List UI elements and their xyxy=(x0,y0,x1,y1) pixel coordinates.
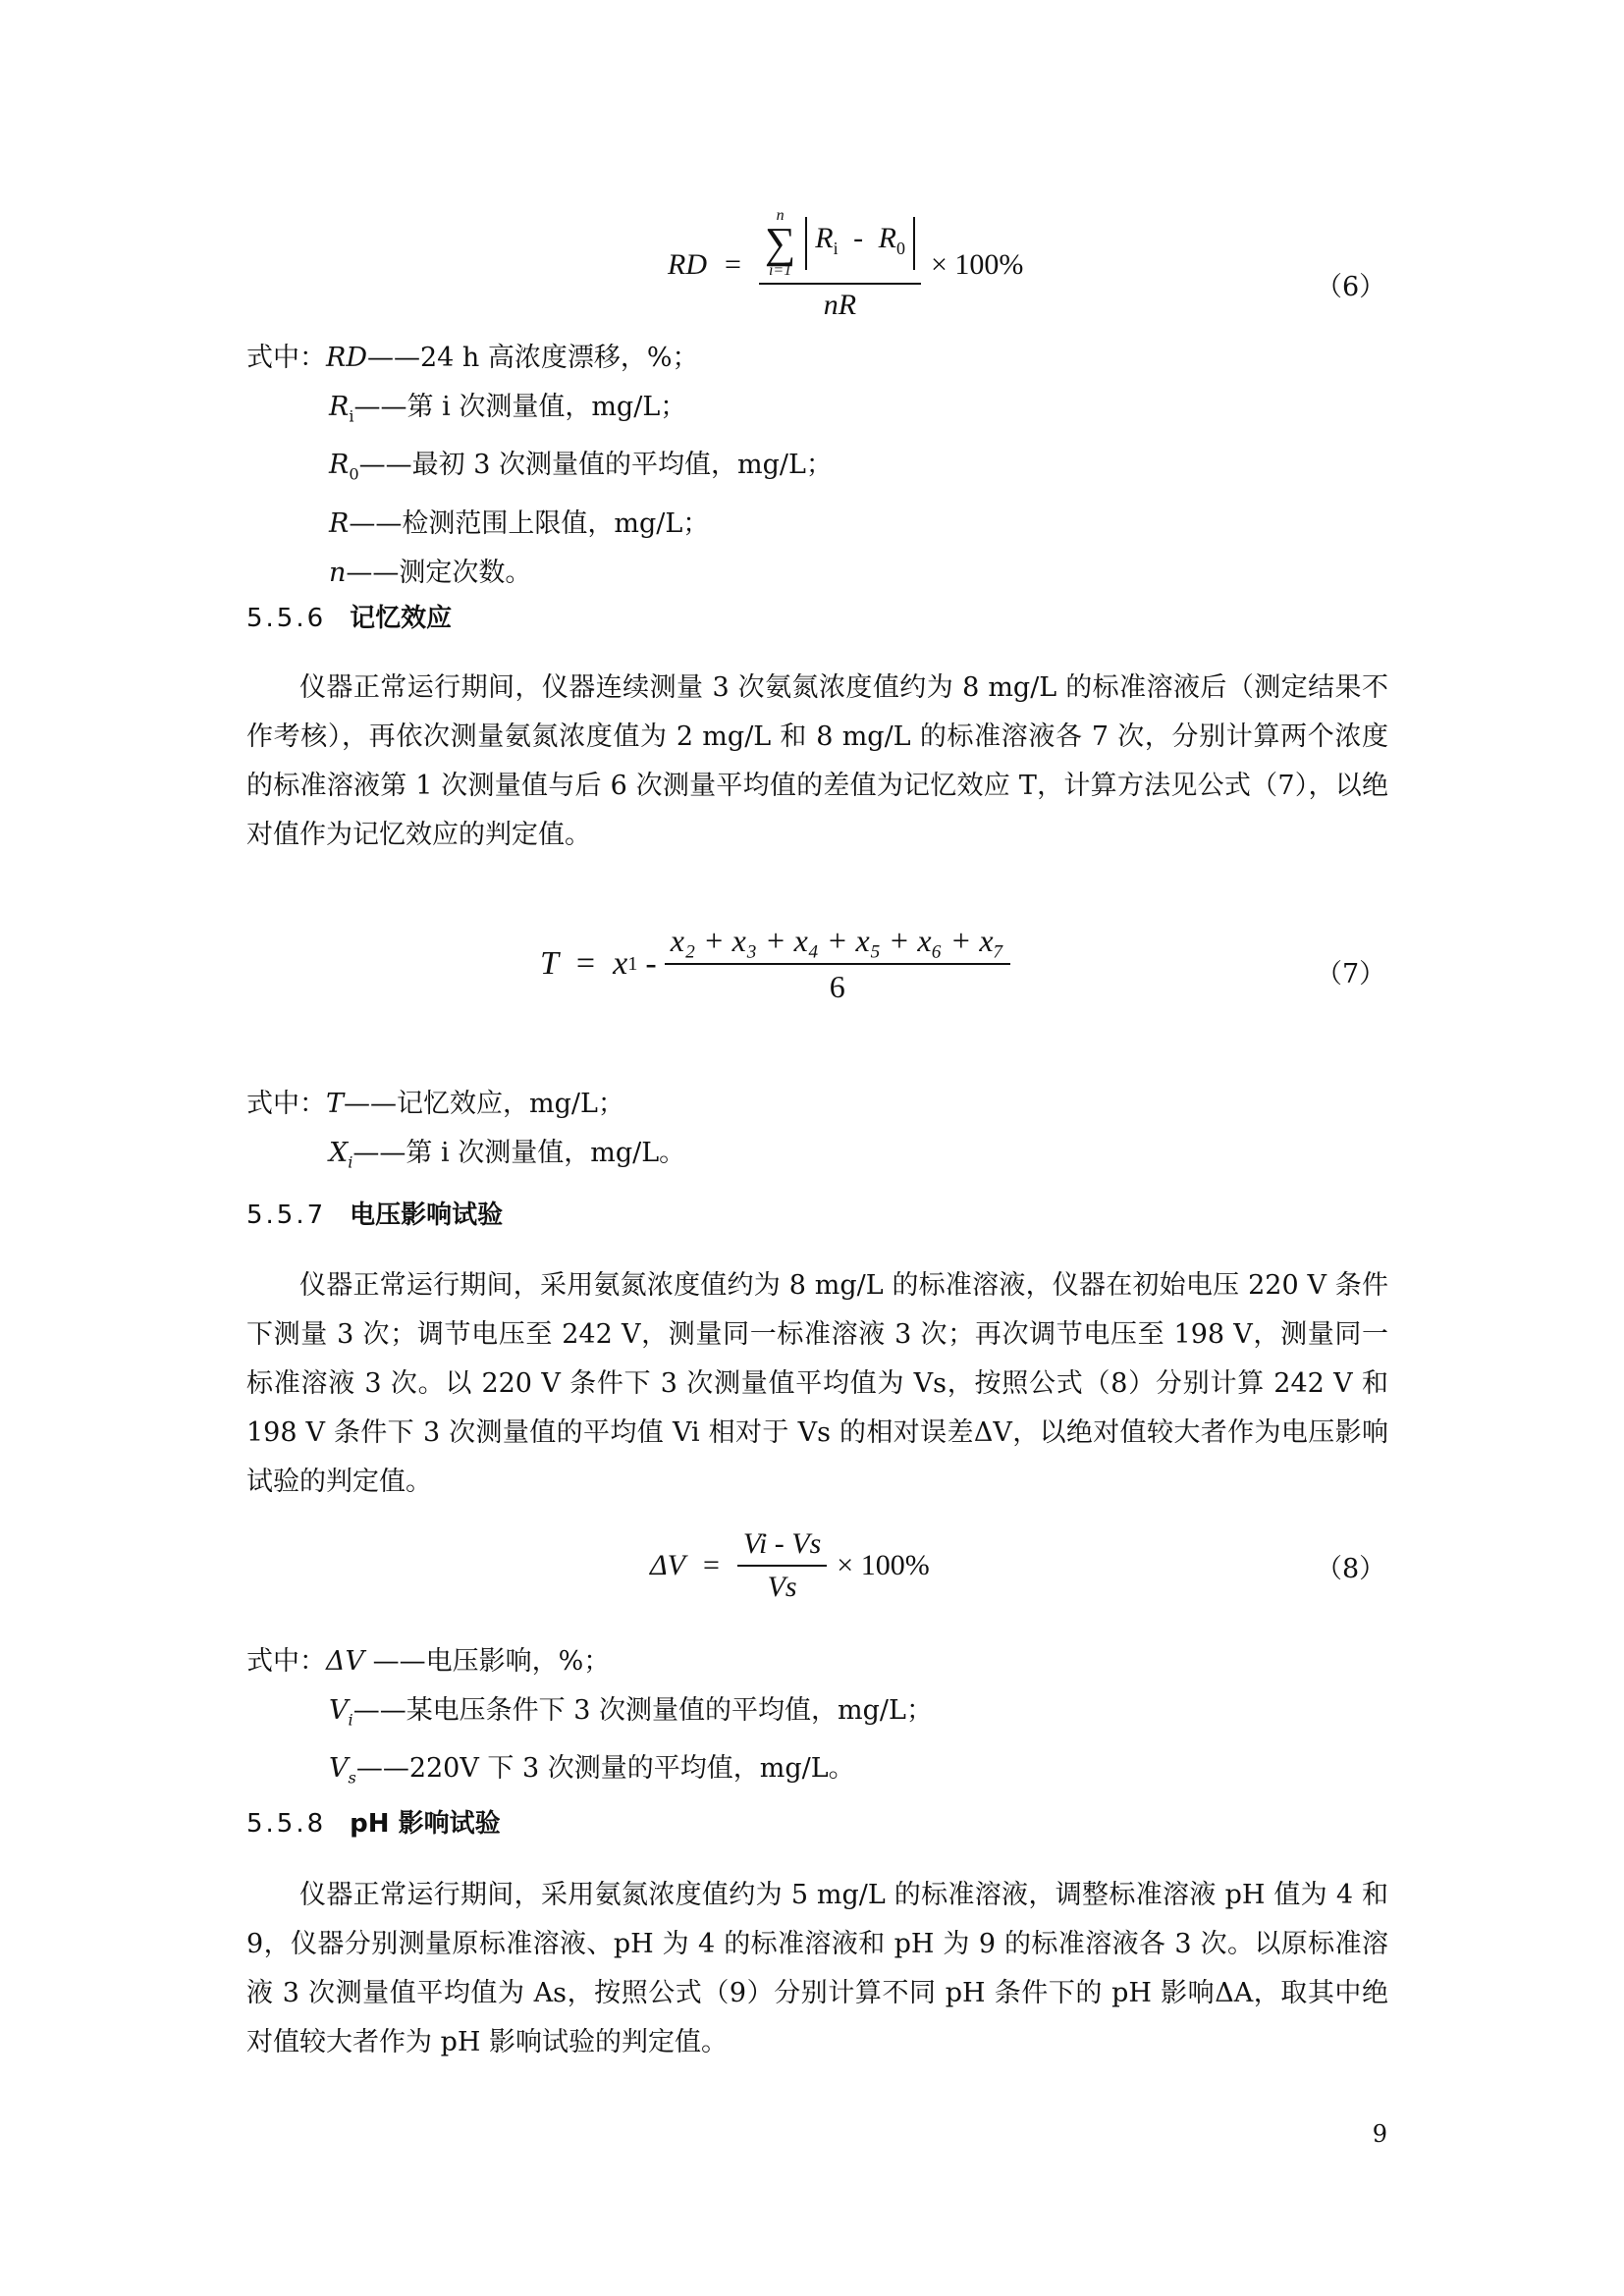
section-title: 记忆效应 xyxy=(350,604,453,633)
section-heading-5-5-7 xyxy=(246,1196,503,1235)
formula-8 xyxy=(650,1527,930,1604)
formula-6-minus: - xyxy=(853,222,864,254)
legend-6-desc-1: ——第 i 次测量值，mg/L； xyxy=(353,392,687,422)
summation-symbol: ∑ xyxy=(764,219,796,267)
legend-8-sym-2: V xyxy=(329,1753,349,1785)
formula-6 xyxy=(668,208,1023,322)
legend-6-sym-2: R xyxy=(329,450,350,481)
section-5-5-6-body: 仪器正常运行期间，仪器连续测量 3 次氨氮浓度值约为 8 mg/L 的标准溶液后（测定结果不作考核），再依次测量氨氮浓度值为 2 mg/L 和 8 mg/L 的标准溶液各 7 次，分别计算两个浓度的标准溶液第 1 次测量值与后 6 次测量平均值的差值为记忆效应 T，计算方法见公式（7），以绝对值作为记忆效应的判定值。 xyxy=(246,672,1388,850)
legend-8-sym-1: V xyxy=(329,1695,349,1726)
legend-6 xyxy=(246,334,1385,598)
legend-6-sym-0: RD xyxy=(326,343,367,373)
legend-7-desc-1: ——第 i 次测量值，mg/L。 xyxy=(352,1138,686,1168)
legend-6-sym-3: R xyxy=(329,507,350,539)
legend-6-desc-0: ——24 h 高浓度漂移，%； xyxy=(366,343,699,373)
formula-8-equals: = xyxy=(702,1549,720,1581)
legend-6-desc-4: ——测定次数。 xyxy=(346,557,532,588)
legend-6-lead: 式中： xyxy=(246,343,326,373)
formula-6-r0: R xyxy=(878,222,896,254)
legend-8-sym-0: ΔV xyxy=(326,1646,364,1677)
legend-7-sub-1: i xyxy=(348,1152,353,1172)
formula-6-times: × 100% xyxy=(930,248,1024,281)
section-5-5-8-body: 仪器正常运行期间，采用氨氮浓度值约为 5 mg/L 的标准溶液，调整标准溶液 pH 值为 4 和 9，仪器分别测量原标准溶液、pH 为 4 的标准溶液和 pH 为 9 的标准溶液各 3 次。以原标准溶液 3 次测量值平均值为 As，按照公式（9）分别计算不同 pH 条件下的 pH 影响ΔA，取其中绝对值较大者作为 pH 影响试验的判定值。 xyxy=(246,1880,1388,2057)
formula-6-r0-sub: 0 xyxy=(895,239,905,258)
section-title: 电压影响试验 xyxy=(350,1201,504,1230)
formula-7-numerator: x₂ + x₃ + x₄ + x₅ + x₆ + x₇ xyxy=(670,923,1004,958)
formula-7-denominator: 6 xyxy=(829,969,845,1004)
page-number: 9 xyxy=(1372,2120,1387,2148)
section-number: 5.5.8 xyxy=(246,1809,327,1839)
section-number: 5.5.7 xyxy=(246,1201,327,1230)
formula-7-x1-sub: 1 xyxy=(627,952,638,975)
legend-7 xyxy=(246,1080,1385,1187)
formula-7-minus: - xyxy=(645,945,657,982)
sum-lower-limit: i=1 xyxy=(768,262,792,279)
legend-6-desc-2: ——最初 3 次测量值的平均值，mg/L； xyxy=(358,450,833,481)
equation-number-8: （8） xyxy=(1316,1554,1386,1584)
section-number: 5.5.6 xyxy=(246,604,327,633)
formula-6-denominator: nR xyxy=(823,289,857,321)
equation-number-7: （7） xyxy=(1316,959,1386,989)
formula-6-lhs: RD xyxy=(668,248,707,281)
legend-6-sym-4: n xyxy=(329,557,347,588)
legend-7-sym-1: X xyxy=(329,1138,349,1168)
legend-8 xyxy=(246,1637,1385,1803)
sum-upper-limit: n xyxy=(776,207,785,224)
legend-8-sub-2: s xyxy=(348,1768,356,1788)
formula-6-equals: = xyxy=(725,248,741,281)
equation-number-6: （6） xyxy=(1316,272,1386,302)
formula-6-r: R xyxy=(815,222,834,254)
formula-8-numerator: Vi - Vs xyxy=(742,1527,822,1560)
legend-8-desc-2: ——220V 下 3 次测量的平均值，mg/L。 xyxy=(355,1753,855,1785)
legend-6-sub-2: 0 xyxy=(349,464,359,484)
legend-8-sub-1: i xyxy=(348,1710,353,1730)
legend-6-desc-3: ——检测范围上限值，mg/L； xyxy=(349,507,710,539)
formula-6-ri: i xyxy=(833,239,839,258)
formula-7-equals: = xyxy=(575,945,596,982)
legend-7-sym-0: T xyxy=(326,1089,345,1119)
legend-7-desc-0: ——记忆效应，mg/L； xyxy=(344,1089,624,1119)
formula-6-fraction xyxy=(759,208,921,322)
formula-8-lhs: ΔV xyxy=(650,1549,685,1581)
formula-8-fraction xyxy=(737,1527,827,1604)
legend-6-sym-1: R xyxy=(329,392,350,422)
legend-7-lead: 式中： xyxy=(246,1089,326,1119)
formula-7 xyxy=(540,923,1010,1005)
section-heading-5-5-8 xyxy=(246,1804,501,1843)
legend-8-desc-0: ——电压影响，%； xyxy=(364,1646,611,1677)
section-title: pH 影响试验 xyxy=(350,1809,501,1839)
section-heading-5-5-6 xyxy=(246,599,452,638)
formula-8-times: × 100% xyxy=(837,1549,930,1581)
formula-7-fraction xyxy=(665,923,1010,1005)
formula-8-denominator: Vs xyxy=(767,1571,797,1603)
legend-8-desc-1: ——某电压条件下 3 次测量值的平均值，mg/L； xyxy=(352,1695,933,1726)
formula-7-x1: x xyxy=(613,945,628,982)
section-5-5-7-body: 仪器正常运行期间，采用氨氮浓度值约为 8 mg/L 的标准溶液，仪器在初始电压 220 V 条件下测量 3 次；调节电压至 242 V，测量同一标准溶液 3 次；再次调节电压至 198 V，测量同一标准溶液 3 次。以 220 V 条件下 3 次测量值平均值为 Vs，按照公式（8）分别计算 242 V 和 198 V 条件下 3 次测量值的平均值 Vi 相对于 Vs 的相对误差ΔV，以绝对值较大者作为电压影响试验的判定值。 xyxy=(246,1270,1388,1497)
legend-8-lead: 式中： xyxy=(246,1646,326,1677)
legend-6-sub-1: i xyxy=(349,406,354,426)
formula-7-lhs: T xyxy=(540,945,559,982)
